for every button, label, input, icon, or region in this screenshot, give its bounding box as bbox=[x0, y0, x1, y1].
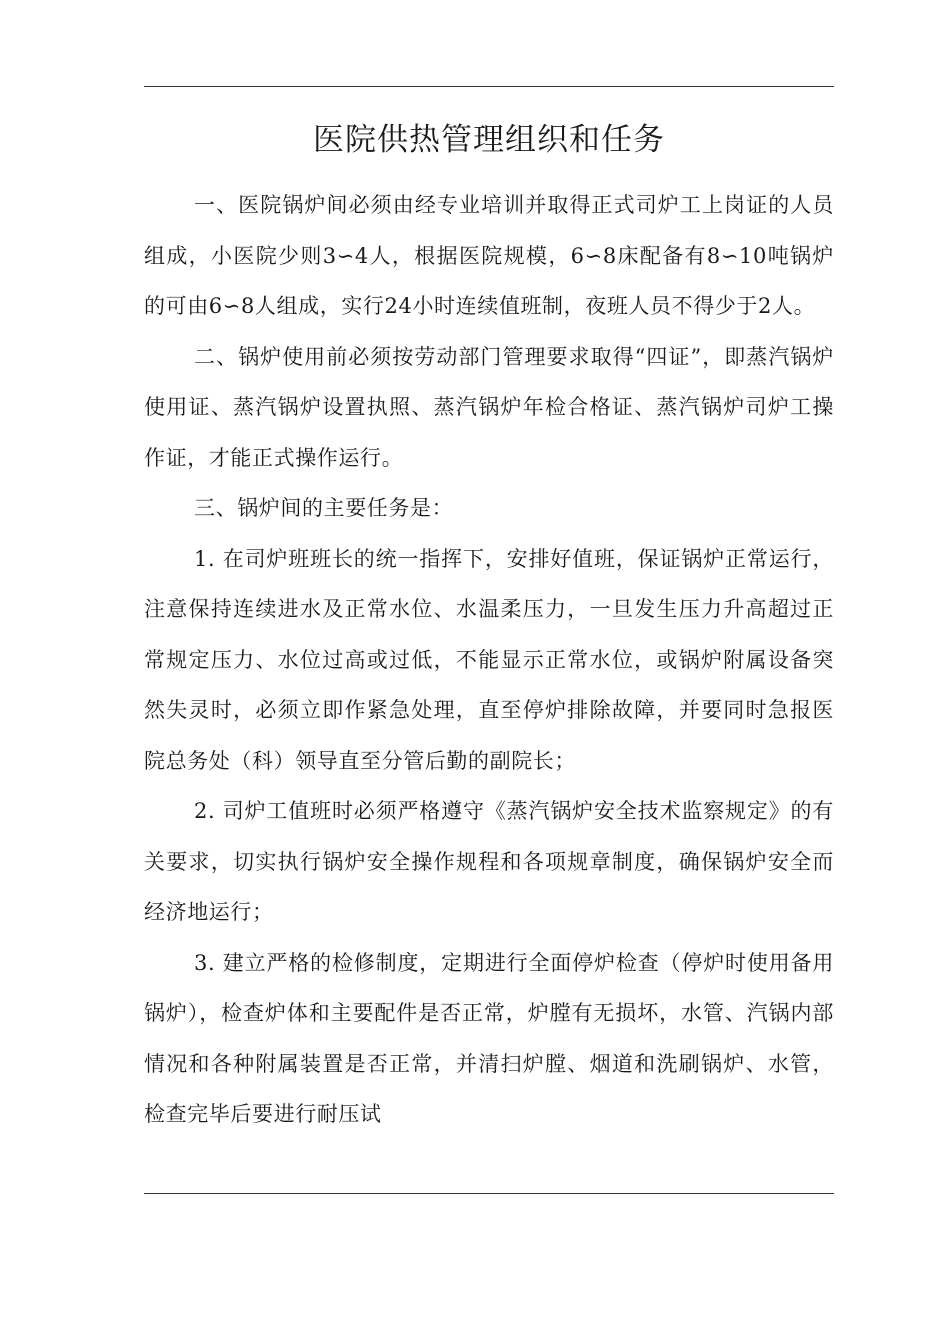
paragraph-3: 三、锅炉间的主要任务是： bbox=[194, 496, 454, 520]
paragraph-6: 3. 建立严格的检修制度，定期进行全面停炉检查（停炉时使用备用锅炉），检查炉体和主要配件是否正常，炉膛有无损坏，水管、汽锅内部情况和各种附属装置是否正常，并清扫炉膛、烟道和洗刷锅炉、水管，检查完毕后要进行耐压试 bbox=[144, 950, 834, 1126]
paragraph-1: 一、医院锅炉间必须由经专业培训并取得正式司炉工上岗证的人员组成，小医院少则3∽4人，根据医院规模，6∽8床配备有8∽10吨锅炉的可由6∽8人组成，实行24小时连续值班制，夜班人员不得少于2人。 bbox=[144, 193, 834, 318]
page-title: 医院供热管理组织和任务 bbox=[313, 122, 665, 158]
paragraph-5: 2. 司炉工值班时必须严格遵守《蒸汽锅炉安全技术监察规定》的有关要求，切实执行锅炉安全操作规程和各项规章制度，确保锅炉安全而经济地运行； bbox=[144, 799, 834, 924]
document-body bbox=[144, 180, 834, 1140]
header-rule bbox=[144, 86, 834, 87]
footer-rule bbox=[144, 1193, 834, 1194]
paragraph-2: 二、锅炉使用前必须按劳动部门管理要求取得“四证”，即蒸汽锅炉使用证、蒸汽锅炉设置执照、蒸汽锅炉年检合格证、蒸汽锅炉司炉工操作证，才能正式操作运行。 bbox=[144, 344, 834, 470]
paragraph-4: 1. 在司炉班班长的统一指挥下，安排好值班，保证锅炉正常运行，注意保持连续进水及正常水位、水温柔压力，一旦发生压力升高超过正常规定压力、水位过高或过低，不能显示正常水位，或锅炉附属设备突然失灵时，必须立即作紧急处理，直至停炉排除故障，并要同时急报医院总务处（科）领导直至分管后勤的副院长； bbox=[144, 546, 834, 773]
